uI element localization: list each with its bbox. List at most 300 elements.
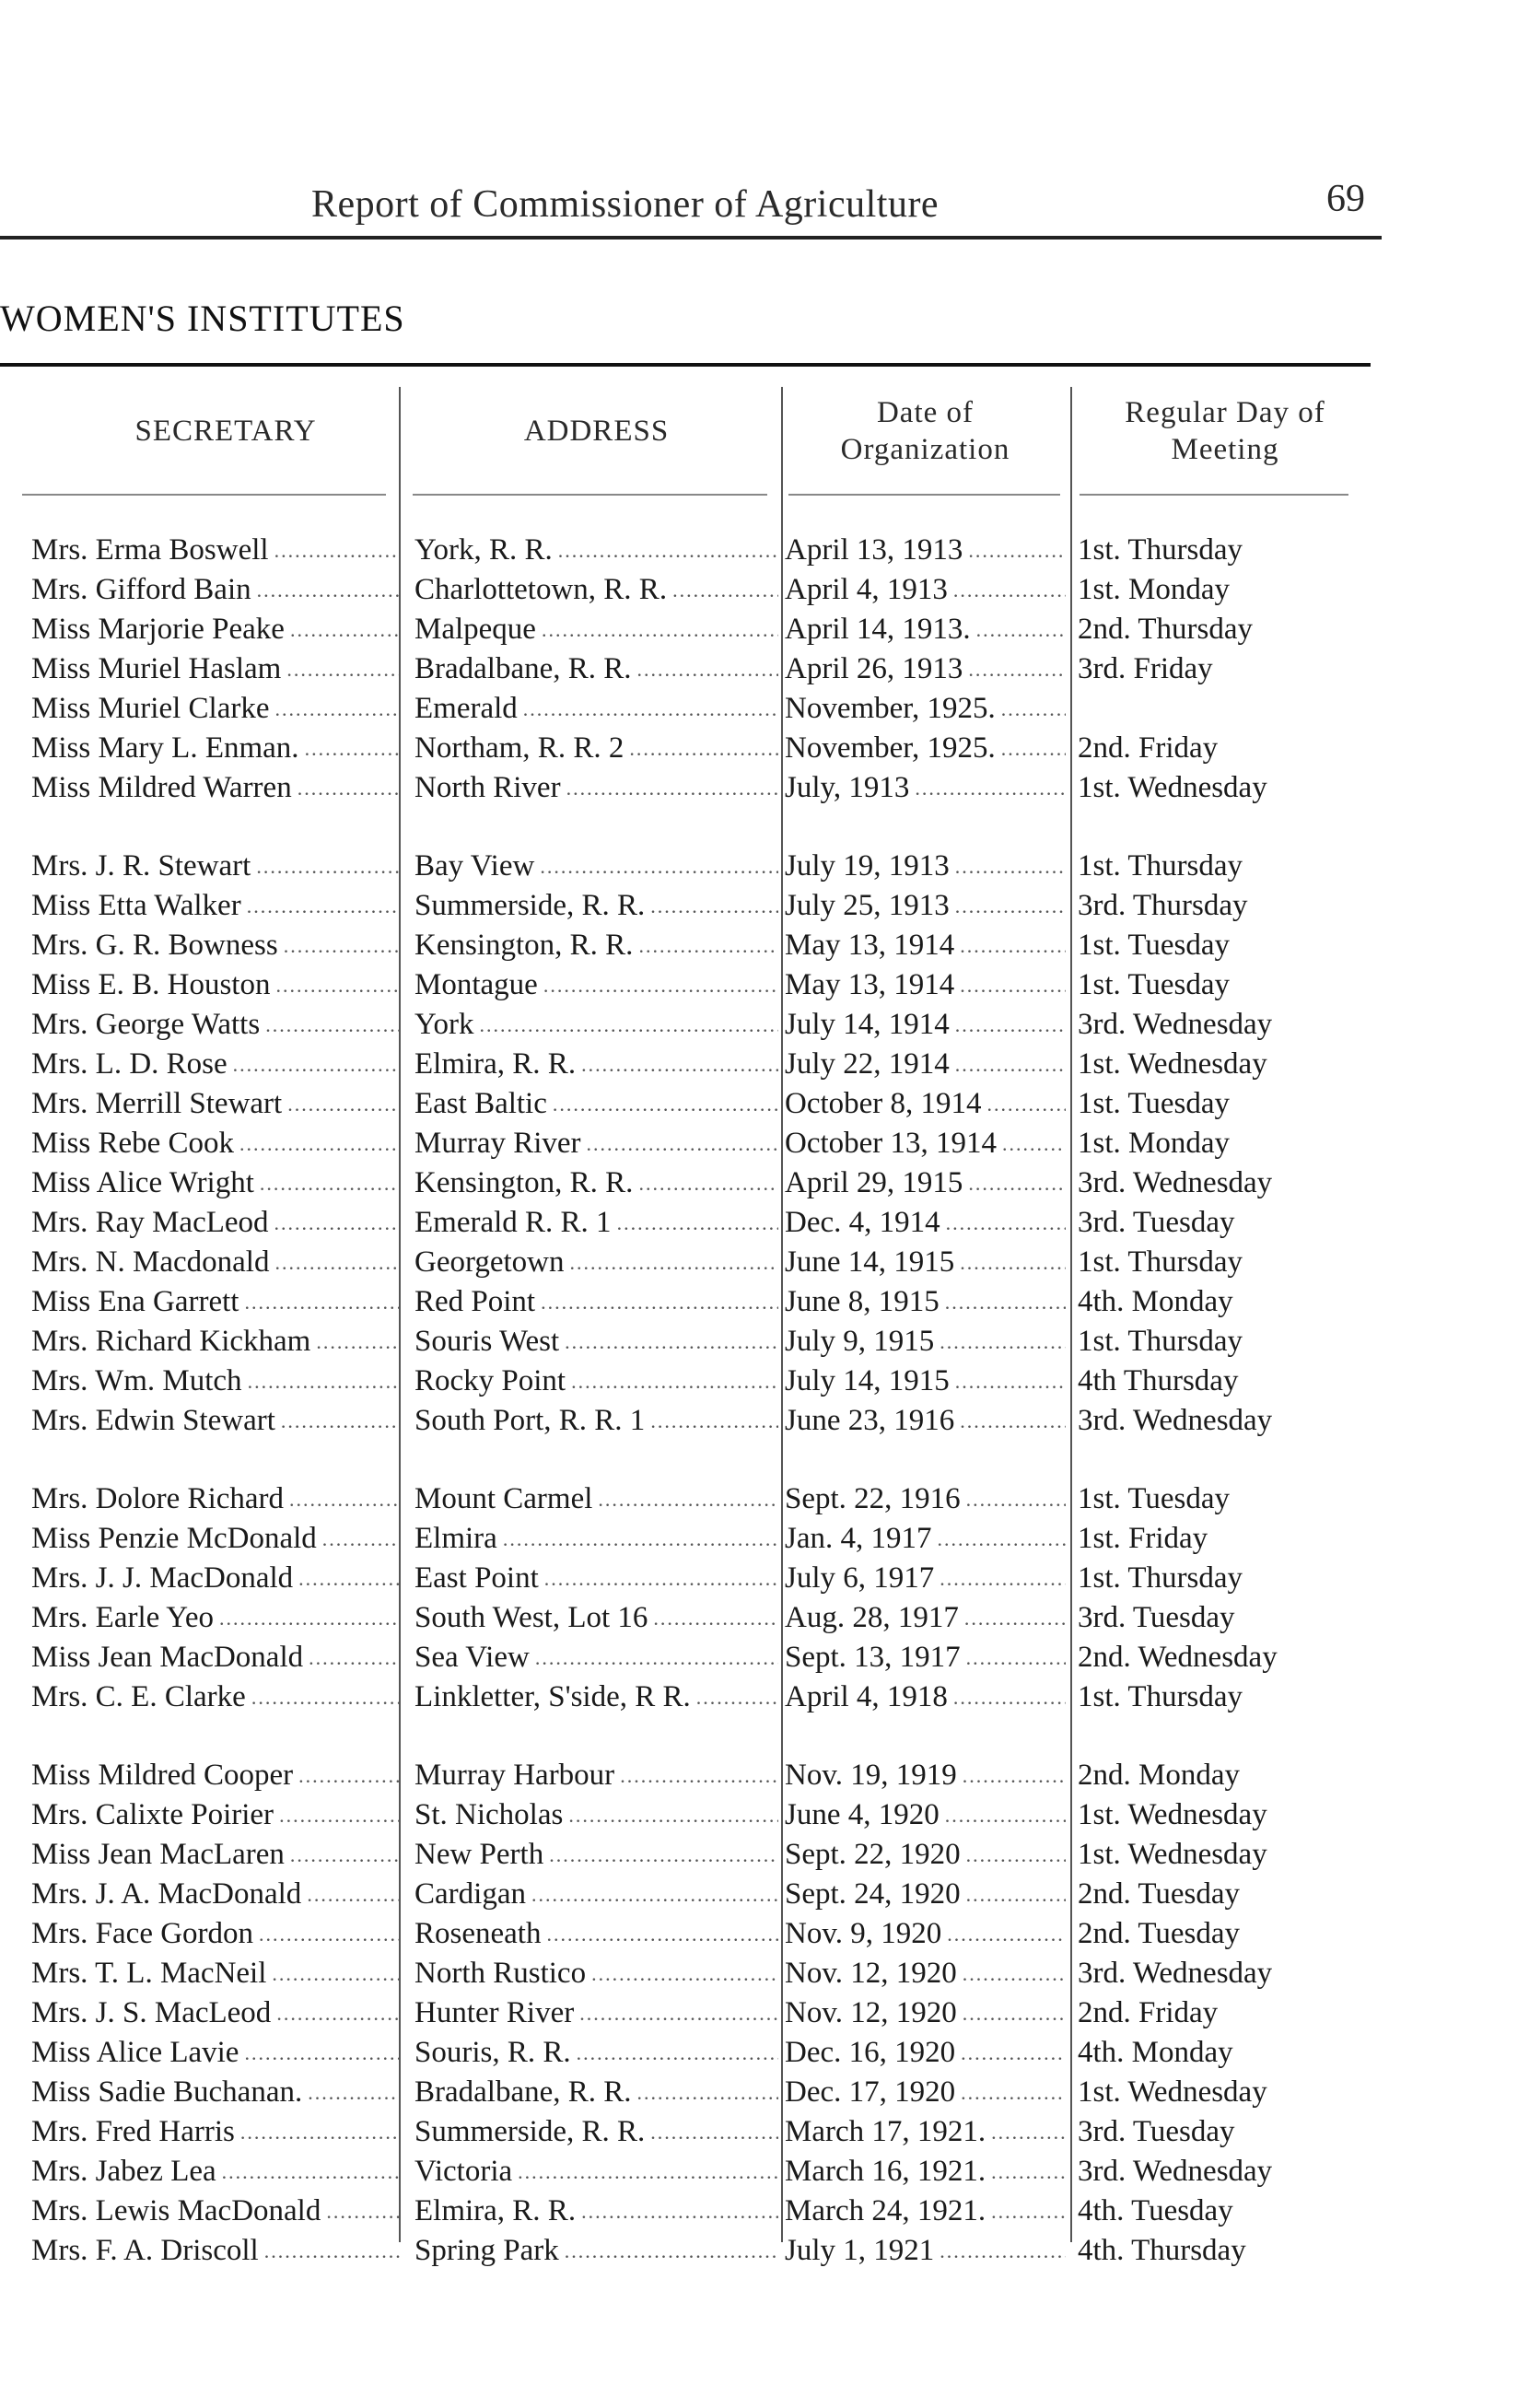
dot-leader [309,1638,400,1677]
dot-leader [248,1362,400,1401]
secretary-cell-text: Mrs. Merrill Stewart [31,1087,283,1120]
secretary-cell [31,1401,400,1441]
dot-leader [620,1756,778,1795]
dot-leader [274,1243,400,1282]
dot-leader [650,2112,778,2152]
secretary-cell [31,768,400,808]
date-cell [785,649,1066,689]
meeting-day-cell [1078,1243,1372,1282]
address-cell [414,847,778,886]
date-cell-text: May 13, 1914 [785,929,955,962]
secretary-cell [31,1954,400,1993]
secretary-cell [31,886,400,926]
address-cell-text: Sea View [414,1641,530,1674]
dot-leader [308,2073,400,2112]
secretary-cell-text: Miss Muriel Clarke [31,692,270,725]
meeting-day-cell-text: 1st. Wednesday [1078,771,1267,804]
date-cell-text: July 25, 1913 [785,889,950,922]
dot-leader [947,1914,1066,1954]
table-row [0,2033,1372,2073]
address-cell [414,1559,778,1598]
date-cell-text: Nov. 19, 1919 [785,1759,957,1792]
meeting-day-cell-text: 1st. Thursday [1078,1325,1243,1358]
date-cell-text: June 4, 1920 [785,1798,940,1831]
secretary-cell [31,1124,400,1163]
dot-leader [219,1598,400,1638]
date-cell-text: March 17, 1921. [785,2115,986,2148]
date-cell-text: October 13, 1914 [785,1127,998,1160]
group-gap [0,1717,1372,1756]
secretary-cell-text: Miss Alice Wright [31,1166,254,1199]
dot-leader [286,649,400,689]
meeting-day-cell [1078,2033,1372,2073]
dot-leader [581,1045,778,1084]
date-cell-text: October 8, 1914 [785,1087,982,1120]
secretary-cell-text: Miss Jean MacDonald [31,1641,304,1674]
dot-leader [233,1045,400,1084]
table-row [0,1479,1372,1519]
table-row [0,570,1372,610]
date-cell [785,965,1066,1005]
dot-leader [960,926,1066,965]
dot-leader [960,1401,1066,1441]
table-row [0,1756,1372,1795]
dot-leader [260,1163,400,1203]
meeting-day-cell-text: 2nd. Tuesday [1078,1877,1241,1911]
dot-leader [565,1322,778,1362]
secretary-cell [31,729,400,768]
address-cell-text: Bradalbane, R. R. [414,652,632,685]
date-cell [785,1243,1066,1282]
meeting-day-cell-text: 3rd. Wednesday [1078,2155,1273,2188]
address-cell [414,531,778,570]
secretary-cell [31,689,400,729]
table-row [0,531,1372,570]
address-cell-text: Cardigan [414,1877,526,1911]
address-cell-text: Montague [414,968,538,1001]
secretary-cell-text: Mrs. Lewis MacDonald [31,2194,321,2227]
meeting-day-cell-text: 3rd. Tuesday [1078,1601,1235,1634]
date-cell-text: November, 1925. [785,692,996,725]
dot-leader [222,2152,400,2192]
address-cell-text: Summerside, R. R. [414,889,646,922]
meeting-day-cell-text: 1st. Thursday [1078,849,1243,883]
date-cell [785,610,1066,649]
address-cell-text: Souris, R. R. [414,2036,571,2069]
section-rule [0,363,1371,367]
column-header-date-line1: Date of [876,396,975,429]
secretary-cell [31,1875,400,1914]
secretary-cell-text: Miss Ena Garrett [31,1285,239,1318]
address-cell-text: Murray Harbour [414,1759,615,1792]
date-cell [785,1638,1066,1677]
meeting-day-cell [1078,965,1372,1005]
meeting-day-cell-text: 3rd. Wednesday [1078,1957,1273,1990]
dot-leader [542,610,778,649]
meeting-day-cell-text: 2nd. Thursday [1078,613,1254,646]
secretary-cell-text: Miss Mildred Cooper [31,1759,294,1792]
address-cell-text: East Baltic [414,1087,547,1120]
dot-leader [963,1756,1066,1795]
header-underline [1080,494,1348,496]
address-cell [414,2192,778,2231]
meeting-day-cell-text: 3rd. Tuesday [1078,2115,1235,2148]
address-cell-text: Malpeque [414,613,536,646]
dot-leader [566,768,778,808]
dot-leader [968,649,1066,689]
dot-leader [953,1677,1066,1717]
address-cell-text: Kensington, R. R. [414,1166,634,1199]
address-cell [414,2152,778,2192]
date-cell [785,768,1066,808]
meeting-day-cell [1078,531,1372,570]
dot-leader [240,2112,400,2152]
meeting-day-cell [1078,1954,1372,1993]
dot-leader [298,768,400,808]
date-cell-text: July 19, 1913 [785,849,950,883]
address-cell [414,1756,778,1795]
table-row [0,1835,1372,1875]
address-cell-text: North River [414,771,561,804]
dot-leader [316,1322,400,1362]
date-cell-text: April 4, 1918 [785,1680,948,1713]
dot-leader [637,649,778,689]
dot-leader [570,1243,778,1282]
address-cell [414,926,778,965]
dot-leader [960,965,1066,1005]
date-cell-text: March 24, 1921. [785,2194,986,2227]
secretary-cell [31,2152,400,2192]
dot-leader [549,1835,778,1875]
address-cell-text: Roseneath [414,1917,542,1950]
table-row [0,1005,1372,1045]
address-cell [414,1638,778,1677]
date-cell-text: April 26, 1913 [785,652,963,685]
date-cell-text: July 1, 1921 [785,2234,935,2267]
dot-leader [617,1203,778,1243]
dot-leader [945,1282,1066,1322]
secretary-cell-text: Mrs. Face Gordon [31,1917,254,1950]
address-cell-text: New Perth [414,1838,544,1871]
meeting-day-cell [1078,2152,1372,2192]
dot-leader [518,2152,778,2192]
dot-leader [966,1835,1066,1875]
meeting-day-cell [1078,926,1372,965]
dot-leader [966,1638,1066,1677]
dot-leader [963,1954,1066,1993]
date-cell [785,689,1066,729]
address-cell [414,1875,778,1914]
date-cell [785,531,1066,570]
address-cell [414,570,778,610]
meeting-day-cell [1078,1677,1372,1717]
address-cell-text: East Point [414,1561,539,1595]
date-cell [785,2152,1066,2192]
meeting-day-cell [1078,1993,1372,2033]
address-cell [414,1835,778,1875]
dot-leader [326,2192,400,2231]
address-cell-text: Mount Carmel [414,1482,593,1515]
table-row [0,1677,1372,1717]
secretary-cell-text: Mrs. Richard Kickham [31,1325,311,1358]
date-cell-text: July 6, 1917 [785,1561,935,1595]
secretary-cell-text: Mrs. L. D. Rose [31,1047,228,1081]
address-cell-text: Victoria [414,2155,513,2188]
address-cell [414,1243,778,1282]
dot-leader [696,1677,778,1717]
address-cell [414,2231,778,2271]
dot-leader [239,1124,400,1163]
date-cell [785,847,1066,886]
column-header-secretary: SECRETARY [134,415,317,448]
secretary-cell-text: Mrs. N. Macdonald [31,1245,270,1279]
address-cell [414,768,778,808]
address-cell [414,1401,778,1441]
dot-leader [960,1243,1066,1282]
column-header-date [785,394,1066,468]
secretary-cell [31,1519,400,1559]
table-row [0,610,1372,649]
meeting-day-cell-text: 1st. Tuesday [1078,929,1231,962]
meeting-day-cell [1078,1598,1372,1638]
meeting-day-cell-text: 4th. Monday [1078,2036,1233,2069]
meeting-day-cell-text: 1st. Tuesday [1078,1482,1231,1515]
secretary-cell [31,1795,400,1835]
date-cell [785,1875,1066,1914]
secretary-cell-text: Mrs. C. E. Clarke [31,1680,246,1713]
meeting-day-cell [1078,1163,1372,1203]
table-row [0,1282,1372,1322]
dot-leader [287,1084,400,1124]
dot-leader [945,1795,1066,1835]
meeting-day-cell-text: 4th. Thursday [1078,2234,1246,2267]
meeting-day-cell [1078,2073,1372,2112]
meeting-day-cell [1078,1638,1372,1677]
date-cell-text: Sept. 22, 1916 [785,1482,961,1515]
date-cell [785,1163,1066,1203]
date-cell-text: June 14, 1915 [785,1245,955,1279]
dot-leader [546,1914,778,1954]
dot-leader [535,1638,778,1677]
secretary-cell-text: Mrs. Edwin Stewart [31,1404,275,1437]
date-cell-text: Aug. 28, 1917 [785,1601,959,1634]
table-row [0,2152,1372,2192]
dot-leader [274,689,400,729]
secretary-cell [31,570,400,610]
dot-leader [259,1914,400,1954]
dot-leader [955,1005,1066,1045]
dot-leader [637,2073,778,2112]
address-cell [414,1005,778,1045]
address-cell-text: Northam, R. R. 2 [414,731,624,765]
secretary-cell-text: Mrs. J. R. Stewart [31,849,251,883]
meeting-day-cell-text: 1st. Wednesday [1078,1838,1267,1871]
date-cell [785,1005,1066,1045]
secretary-cell [31,1677,400,1717]
date-cell [785,1124,1066,1163]
date-cell [785,1045,1066,1084]
dot-leader [987,1084,1066,1124]
secretary-cell [31,2192,400,2231]
dot-leader [503,1519,778,1559]
secretary-cell [31,1914,400,1954]
dot-leader [946,1203,1066,1243]
dot-leader [1001,729,1066,768]
meeting-day-cell [1078,1045,1372,1084]
table-row [0,2112,1372,2152]
secretary-cell-text: Mrs. Ray MacLeod [31,1206,269,1239]
secretary-cell [31,1243,400,1282]
meeting-day-cell [1078,2231,1372,2271]
meeting-day-cell [1078,1322,1372,1362]
address-cell [414,2073,778,2112]
page-number: 69 [1326,178,1365,220]
secretary-cell [31,2073,400,2112]
dot-leader [991,2192,1066,2231]
table-row [0,1519,1372,1559]
dot-leader [966,1479,1066,1519]
dot-leader [553,1084,778,1124]
secretary-cell [31,1479,400,1519]
meeting-day-cell [1078,768,1372,808]
secretary-cell-text: Mrs. G. R. Bowness [31,929,278,962]
address-cell-text: Linkletter, S'side, R R. [414,1680,691,1713]
address-cell [414,1362,778,1401]
table-row [0,2192,1372,2231]
meeting-day-cell-text: 1st. Tuesday [1078,968,1231,1001]
date-cell [785,2192,1066,2231]
table-row [0,1993,1372,2033]
meeting-day-cell-text: 1st. Wednesday [1078,2075,1267,2109]
table-row [0,1045,1372,1084]
meeting-day-cell [1078,847,1372,886]
dot-leader [257,570,400,610]
address-cell [414,1954,778,1993]
date-cell-text: June 23, 1916 [785,1404,955,1437]
dot-leader [591,1954,778,1993]
meeting-day-cell [1078,1559,1372,1598]
secretary-cell-text: Mrs. F. A. Driscoll [31,2234,259,2267]
column-header-date-line2: Organization [840,433,1010,466]
secretary-cell-text: Miss E. B. Houston [31,968,271,1001]
address-cell-text: North Rustico [414,1957,587,1990]
date-cell-text: Sept. 24, 1920 [785,1877,961,1911]
address-cell-text: Spring Park [414,2234,559,2267]
dot-leader [991,2152,1066,2192]
secretary-cell [31,1362,400,1401]
secretary-cell [31,1756,400,1795]
address-cell [414,689,778,729]
meeting-day-cell-text: 1st. Thursday [1078,1245,1243,1279]
date-cell [785,1795,1066,1835]
table-row [0,1322,1372,1362]
meeting-day-cell-text: 2nd. Friday [1078,731,1219,765]
table-row [0,1638,1372,1677]
date-cell [785,886,1066,926]
date-cell-text: April 4, 1913 [785,573,948,606]
table-row [0,1914,1372,1954]
header-underline [788,494,1060,496]
address-cell-text: Bay View [414,849,535,883]
meeting-day-cell [1078,1124,1372,1163]
address-cell [414,649,778,689]
date-cell-text: Dec. 4, 1914 [785,1206,940,1239]
section-title: WOMEN'S INSTITUTES [0,298,405,339]
secretary-cell-text: Miss Rebe Cook [31,1127,235,1160]
meeting-day-cell [1078,886,1372,926]
dot-leader [940,1559,1066,1598]
secretary-cell-text: Mrs. Wm. Mutch [31,1364,242,1397]
secretary-cell-text: Mrs. Calixte Poirier [31,1798,274,1831]
secretary-cell [31,847,400,886]
date-cell-text: Jan. 4, 1917 [785,1522,932,1555]
dot-leader [961,2073,1066,2112]
address-cell-text: Red Point [414,1285,536,1318]
secretary-cell-text: Miss Etta Walker [31,889,241,922]
date-cell [785,2112,1066,2152]
meeting-day-cell [1078,1401,1372,1441]
dot-leader [275,965,400,1005]
group-gap [0,1441,1372,1479]
dot-leader [272,1954,400,1993]
dot-leader [290,610,400,649]
address-cell [414,1163,778,1203]
dot-leader [265,1005,400,1045]
address-cell [414,1124,778,1163]
date-cell [785,1993,1066,2033]
dot-leader [579,1993,778,2033]
address-cell [414,1479,778,1519]
secretary-cell [31,2033,400,2073]
meeting-day-cell [1078,1795,1372,1835]
header-underline [413,494,767,496]
secretary-cell [31,1203,400,1243]
date-cell [785,1914,1066,1954]
dot-leader [244,2033,400,2073]
dot-leader [571,1362,778,1401]
address-cell [414,1282,778,1322]
address-cell [414,1084,778,1124]
meeting-day-cell [1078,1519,1372,1559]
date-cell [785,1203,1066,1243]
date-cell-text: May 13, 1914 [785,968,955,1001]
dot-leader [541,1282,778,1322]
secretary-cell [31,2112,400,2152]
dot-leader [955,847,1066,886]
meeting-day-cell [1078,1084,1372,1124]
dot-leader [968,531,1066,570]
dot-leader [247,886,400,926]
date-cell-text: Nov. 12, 1920 [785,1996,957,2029]
table-row [0,1124,1372,1163]
address-cell-text: Charlottetown, R. R. [414,573,668,606]
table-row [0,926,1372,965]
secretary-cell [31,1005,400,1045]
meeting-day-cell-text: 4th Thursday [1078,1364,1239,1397]
secretary-cell-text: Miss Penzie McDonald [31,1522,317,1555]
secretary-cell-text: Miss Alice Lavie [31,2036,239,2069]
table-row [0,1243,1372,1282]
address-cell-text: South Port, R. R. 1 [414,1404,646,1437]
meeting-day-cell-text: 1st. Tuesday [1078,1087,1231,1120]
dot-leader [653,1598,778,1638]
address-cell [414,1677,778,1717]
table-row [0,886,1372,926]
institutes-table [0,531,1372,2271]
dot-leader [581,2192,778,2231]
date-cell [785,926,1066,965]
meeting-day-cell [1078,1282,1372,1322]
